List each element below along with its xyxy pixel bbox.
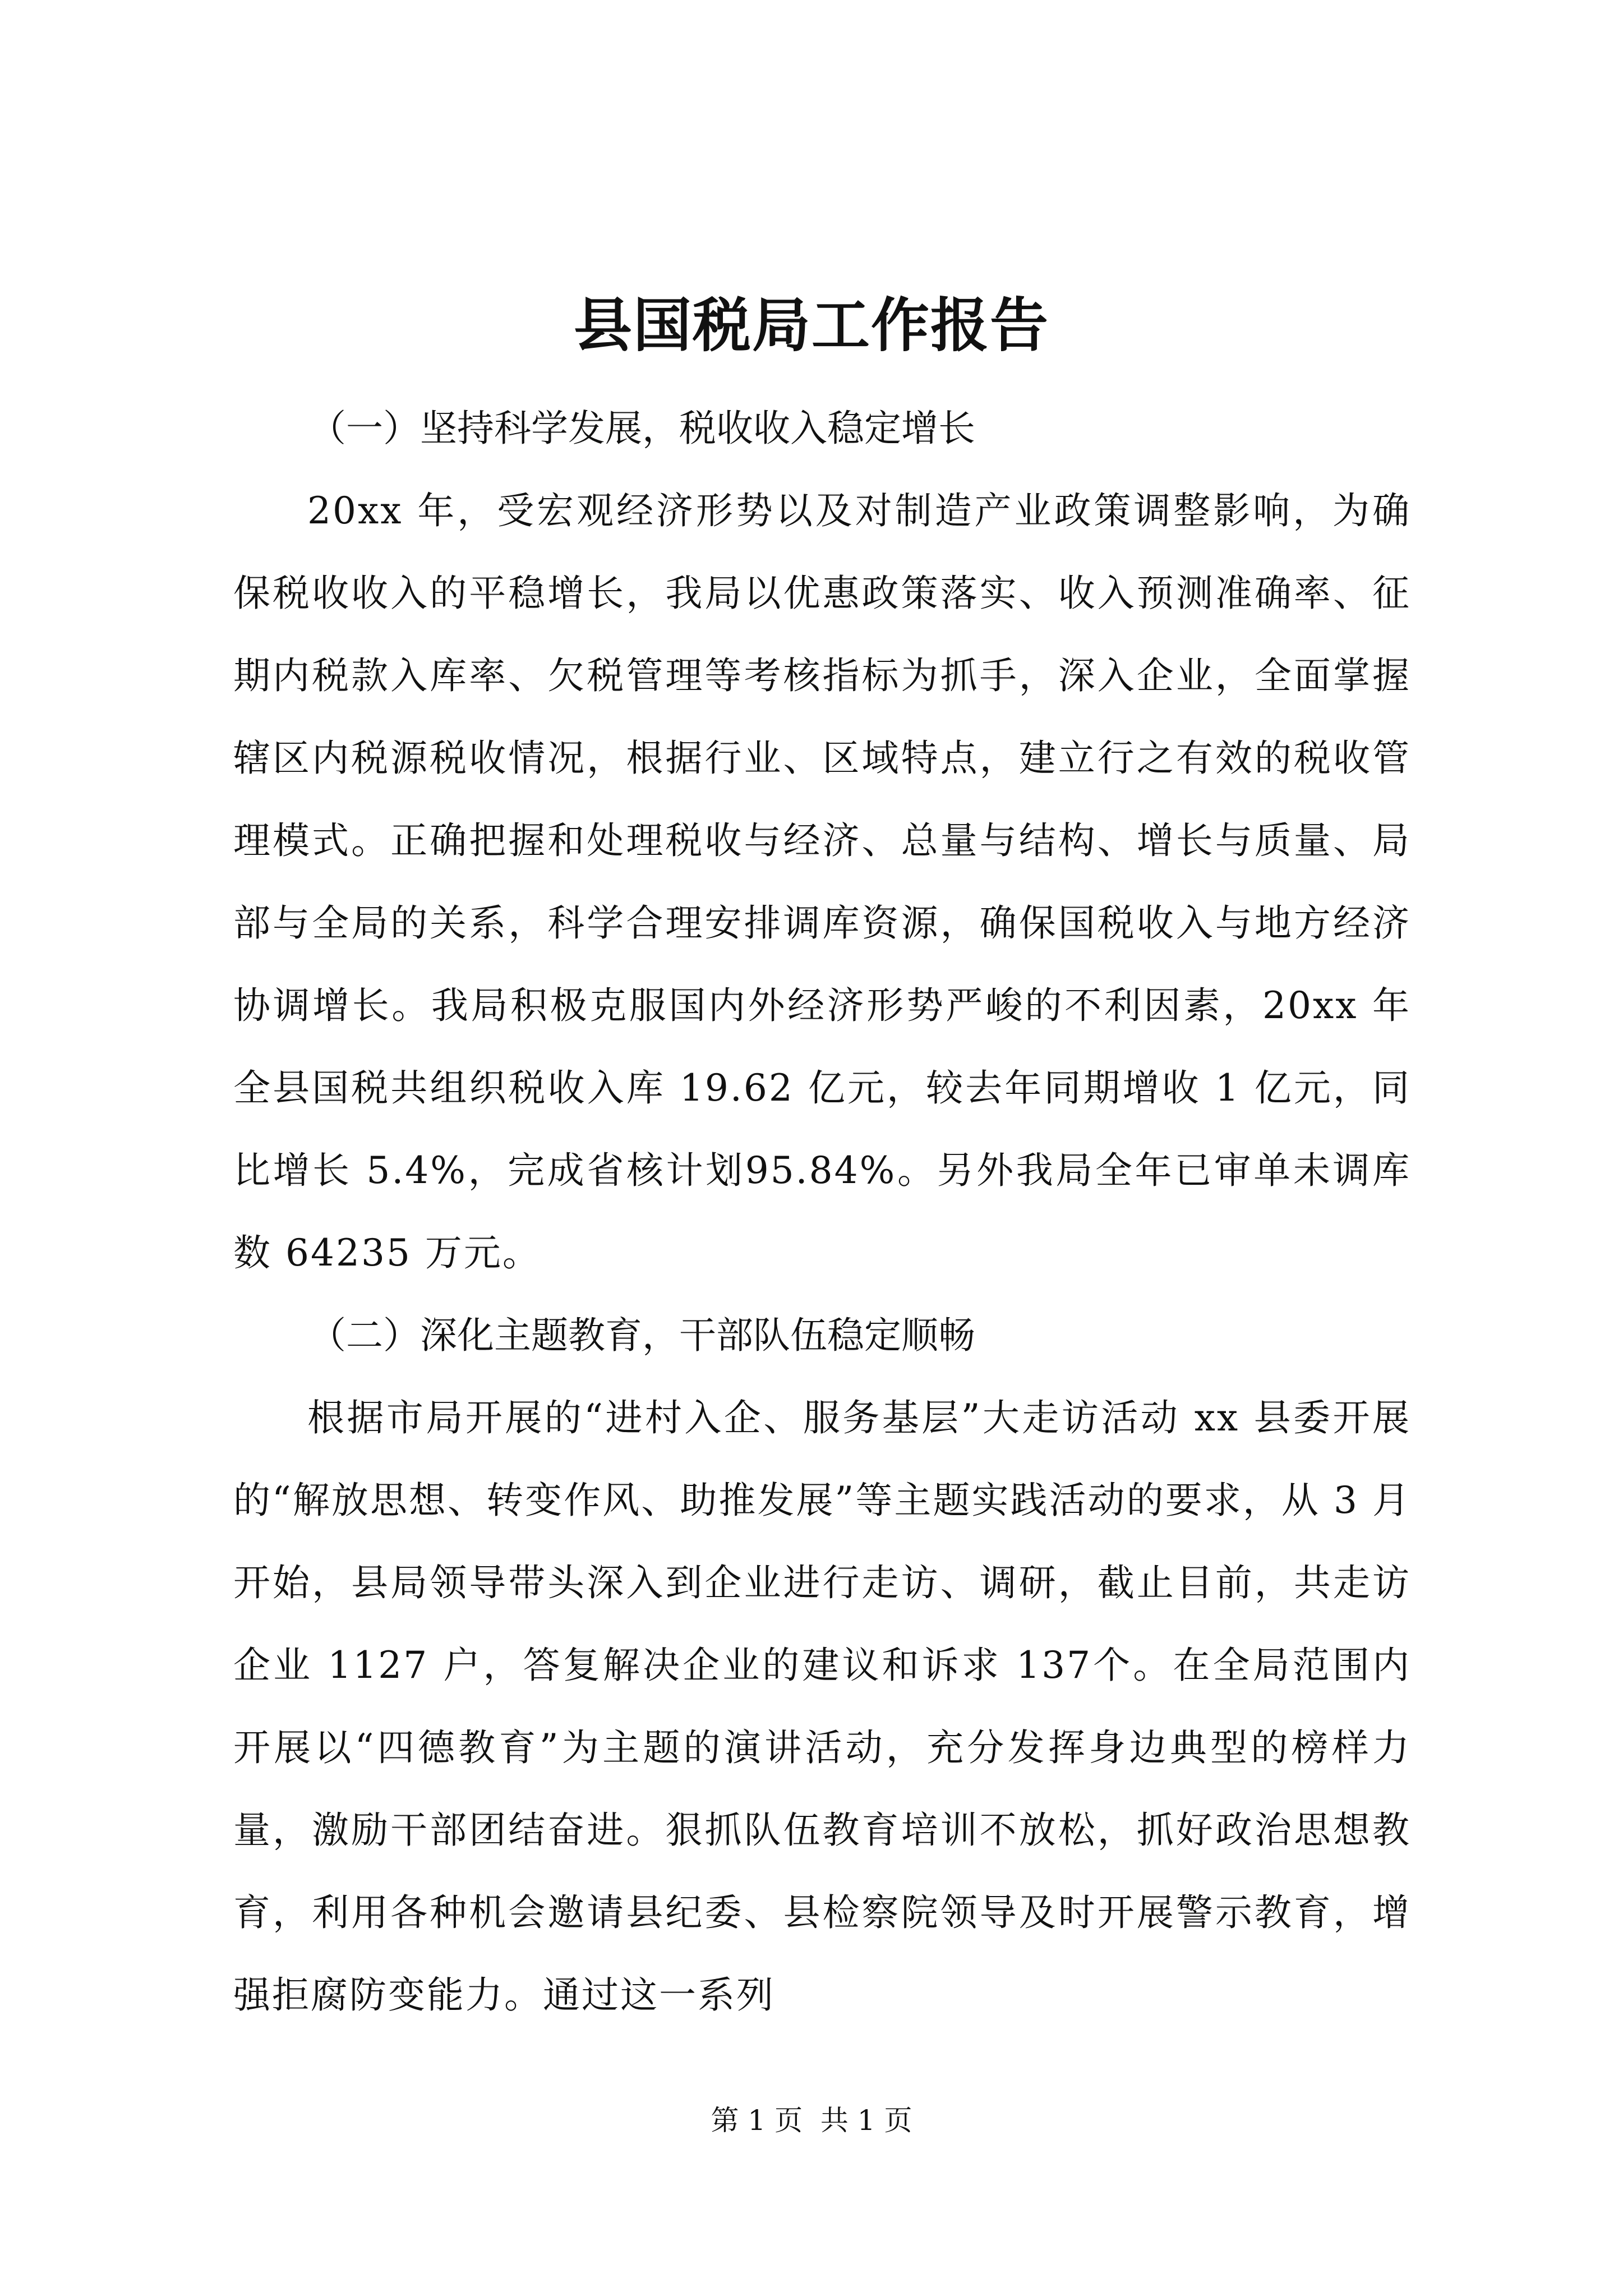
section-2-heading: （二）深化主题教育，干部队伍稳定顺畅: [309, 1314, 975, 1357]
section-2-paragraph: 根据市局开展的“进村入企、服务基层”大走访活动 xx 县委开展的“解放思想、转变作风、助推发展”等主题实践活动的要求，从 3 月开始，县局领导带头深入到企业进行走访、调研，截止目前，共走访企业 1127 户，答复解决企业的建议和诉求 137个。在全局范围内开展以“四德教育”为主题的演讲活动，充分发挥身边典型的榜样力量，激励干部团结奋进。狠抓队伍教育培训不放松，抓好政治思想教育，利用各种机会邀请县纪委、县检察院领导及时开展警示教育，增强拒腐防变能力。通过这一系列: [233, 1396, 1411, 2017]
section-1-heading: （一）坚持科学发展，税收收入稳定增长: [309, 407, 975, 450]
page-footer: 第 1 页 共 1 页: [711, 2104, 912, 2137]
document-title: 县国税局工作报告: [573, 291, 1049, 360]
section-1-paragraph: 20xx 年，受宏观经济形势以及对制造产业政策调整影响，为确保税收收入的平稳增长，我局以优惠政策落实、收入预测准确率、征期内税款入库率、欠税管理等考核指标为抓手，深入企业，全面掌握辖区内税源税收情况，根据行业、区域特点，建立行之有效的税收管理模式。正确把握和处理税收与经济、总量与结构、增长与质量、局部与全局的关系，科学合理安排调库资源，确保国税收入与地方经济协调增长。我局积极克服国内外经济形势严峻的不利因素，20xx 年全县国税共组织税收入库 19.62 亿元，较去年同期增收 1 亿元，同比增长 5.4%，完成省核计划95.84%。另外我局全年已审单未调库数 64235 万元。: [233, 489, 1411, 1274]
document-body: [233, 387, 1411, 2036]
